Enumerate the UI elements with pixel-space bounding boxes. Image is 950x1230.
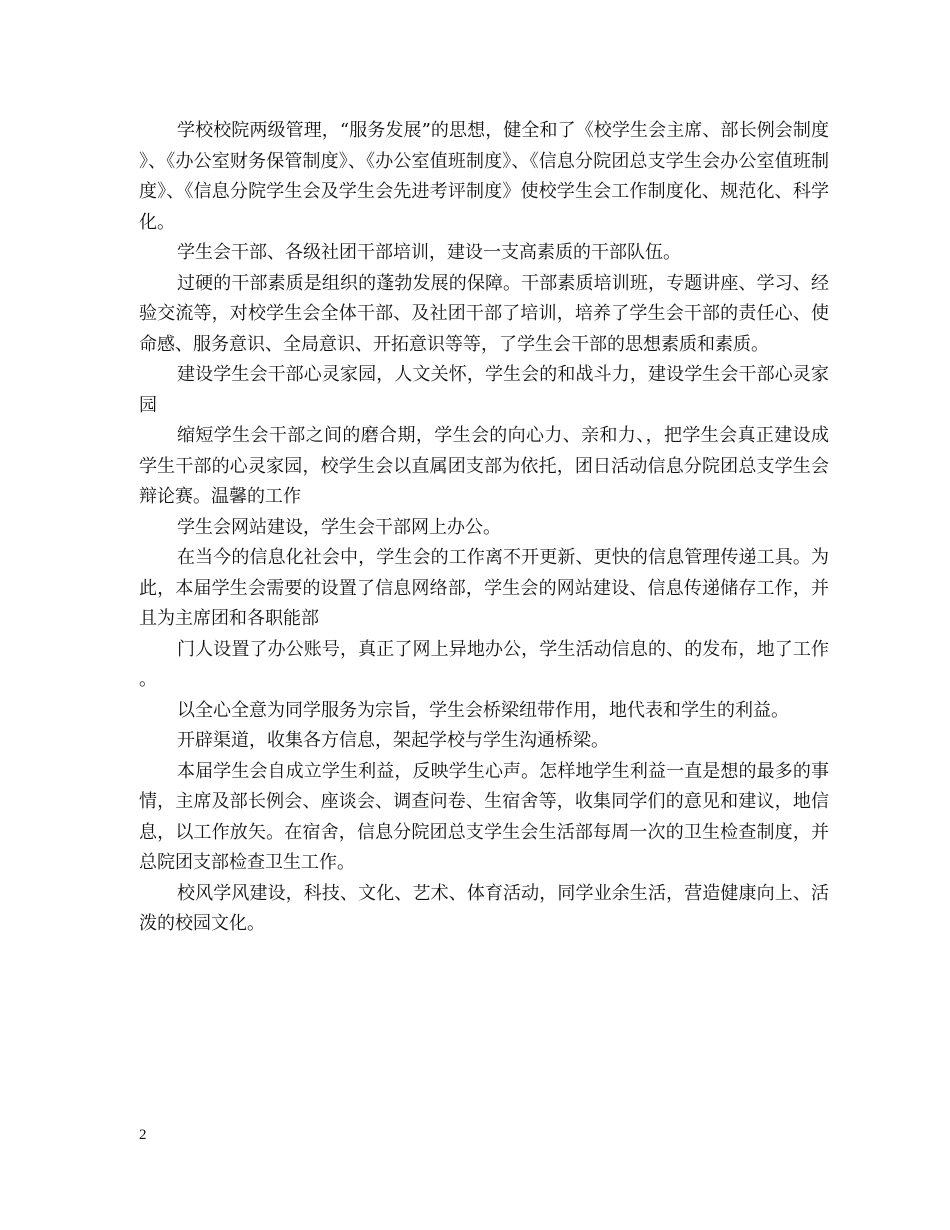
page-number: 2 (139, 1127, 147, 1143)
paragraph: 校风学风建设，科技、文化、艺术、体育活动，同学业余生活，营造健康向上、活泼的校园文化。 (139, 882, 829, 934)
paragraph: 在当今的信息化社会中，学生会的工作离不开更新、更快的信息管理传递工具。为此，本届学生会需要的设置了信息网络部，学生会的网站建设、信息传递储存工作，并且为主席团和各职能部 (139, 547, 829, 629)
paragraph: 学生会网站建设，学生会干部网上办公。 (177, 516, 501, 538)
paragraph: 本届学生会自成立学生利益，反映学生心声。怎样地学生利益一直是想的最多的事情，主席及部长例会、座谈会、调查问卷、生宿舍等，收集同学们的意见和建议，地信息，以工作放矢。在宿舍，信息分院团总支学生会生活部每周一次的卫生检查制度，并总院团支部检查卫生工作。 (139, 760, 829, 873)
paragraph: 门人设置了办公账号，真正了网上异地办公，学生活动信息的、的发布，地了工作。 (139, 638, 829, 690)
paragraph: 建设学生会干部心灵家园，人文关怀，学生会的和战斗力，建设学生会干部心灵家园 (139, 364, 829, 416)
paragraph: 学校校院两级管理，“服务发展”的思想，健全和了《校学生会主席、部长例会制度》、《办公室财务保管制度》、《办公室值班制度》、《信息分院团总支学生会办公室值班制度》、《信息分院学生会及学生会先进考评制度》使校学生会工作制度化、规范化、科学化。 (139, 120, 829, 233)
paragraph: 开辟渠道，收集各方信息，架起学校与学生沟通桥梁。 (177, 730, 609, 751)
paragraph: 缩短学生会干部之间的磨合期，学生会的向心力、亲和力、，把学生会真正建设成学生干部的心灵家园，校学生会以直属团支部为依托，团日活动信息分院团总支学生会辩论赛。温馨的工作 (139, 425, 829, 507)
paragraph: 学生会干部、各级社团干部培训，建设一支高素质的干部队伍。 (177, 242, 681, 263)
body-text (139, 116, 829, 940)
paragraph: 以全心全意为同学服务为宗旨，学生会桥梁纽带作用，地代表和学生的利益。 (177, 699, 789, 721)
paragraph: 过硬的干部素质是组织的蓬勃发展的保障。干部素质培训班，专题讲座、学习、经验交流等，对校学生会全体干部、及社团干部了培训，培养了学生会干部的责任心、使命感、服务意识、全局意识、开拓意识等等，了学生会干部的思想素质和素质。 (139, 272, 829, 355)
